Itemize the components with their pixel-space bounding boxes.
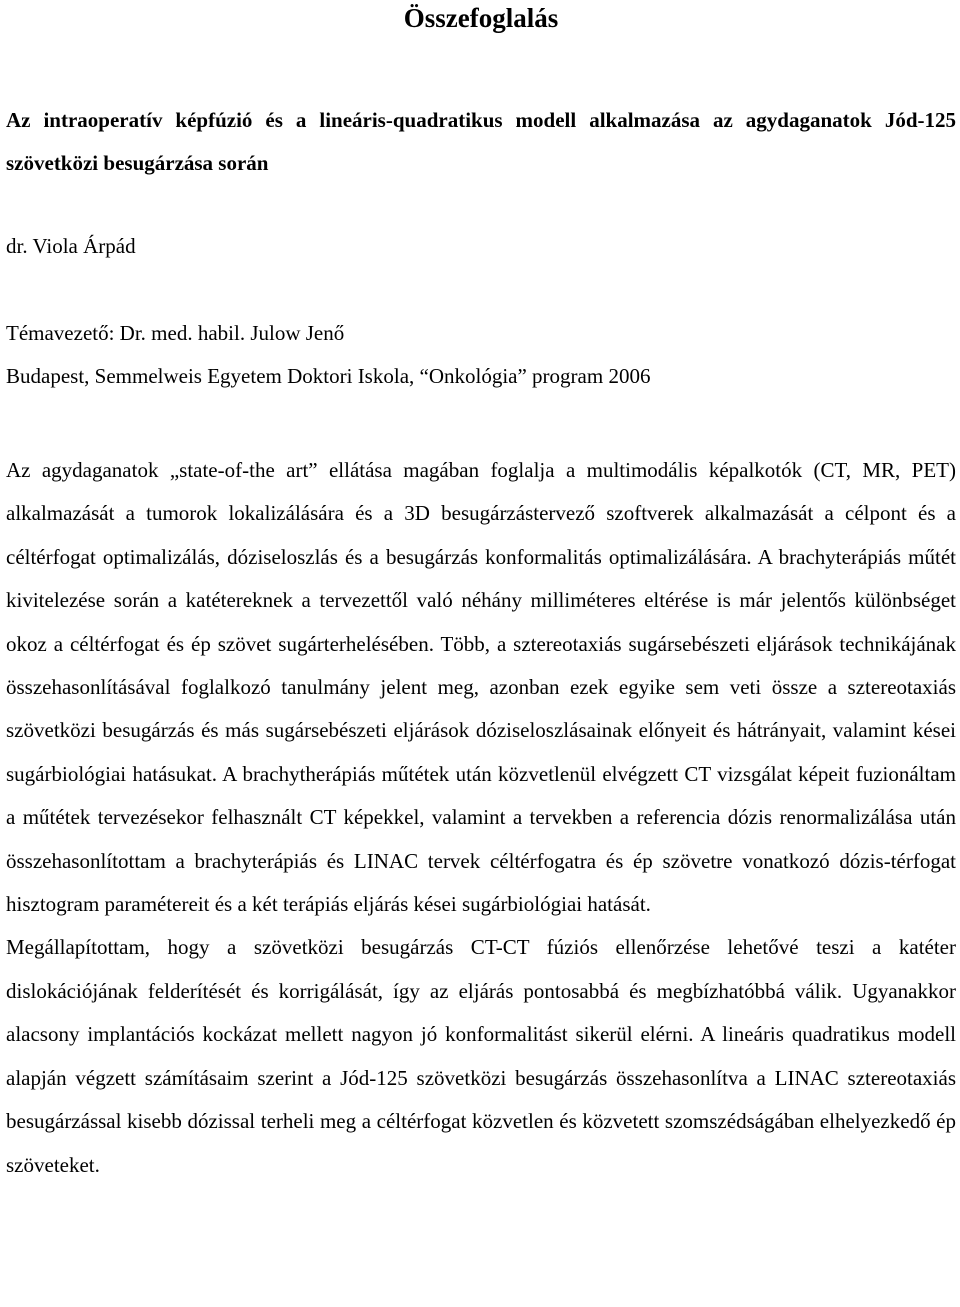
page-title: Összefoglalás bbox=[403, 3, 559, 33]
program-line: Budapest, Semmelweis Egyetem Doktori Iskola, “Onkológia” program 2006 bbox=[6, 364, 651, 388]
summary-paragraph-2: Megállapítottam, hogy a szövetközi besugárzás CT-CT fúziós ellenőrzése lehetővé teszi a katéter dislokációjának felderítését és korrigálását, így az eljárás pontosabbá és megbízhatóbbá válik. Ugyanakkor alacsony implantációs kockázat mellett nagyon jó konformalitást sikerül elérni. A lineáris quadratikus modell alapján végzett számításaim szerint a Jód-125 szövetközi besugárzás összehasonlítva a LINAC sztereotaxiás besugárzással kisebb dózissal terheli meg a céltérfogat közvetlen és közvetett szomszédságában elhelyezkedő ép szöveteket. bbox=[6, 935, 956, 1177]
thesis-title: Az intraoperatív képfúzió és a lineáris-quadratikus modell alkalmazása az agydaganatok Jód-125 szövetközi besugárzása során bbox=[6, 108, 956, 175]
summary-paragraph-1: Az agydaganatok „state-of-the art” ellátása magában foglalja a multimodális képalkotók (CT, MR, PET) alkalmazását a tumorok lokalizálására és a 3D besugárzástervező szoftverek alkalmazását a célpont és a céltérfogat optimalizálás, dóziseloszlás és a besugárzás konformalitás optimalizálására. A brachyterápiás műtét kivitelezése során a katétereknek a tervezettől való néhány milliméteres eltérése is már jelentős különbséget okoz a céltérfogat és ép szövet sugárterhelésében. Több, a sztereotaxiás sugársebészeti eljárások technikájának összehasonlításával foglalkozó tanulmány jelent meg, azonban ezek egyike sem veti össze a sztereotaxiás szövetközi besugárzás és más sugársebészeti eljárások dóziseloszlásainak előnyeit és hátrányait, valamint kései sugárbiológiai hatásukat. A brachytherápiás műtétek után közvetlenül elvégzett CT vizsgálat képeit fuzionáltam a műtétek tervezésekor felhasznált CT képekkel, valamint a tervekben a referencia dózis renormalizálása után összehasonlítottam a brachyterápiás és LINAC tervek céltérfogatra és ép szövetre vonatkozó dózis-térfogat hisztogram paramétereit és a két terápiás eljárás kései sugárbiológiai hatását. bbox=[6, 458, 956, 917]
supervisor-line: Témavezető: Dr. med. habil. Julow Jenő bbox=[6, 321, 345, 345]
author-line: dr. Viola Árpád bbox=[6, 234, 136, 258]
summary-body bbox=[6, 449, 956, 1187]
